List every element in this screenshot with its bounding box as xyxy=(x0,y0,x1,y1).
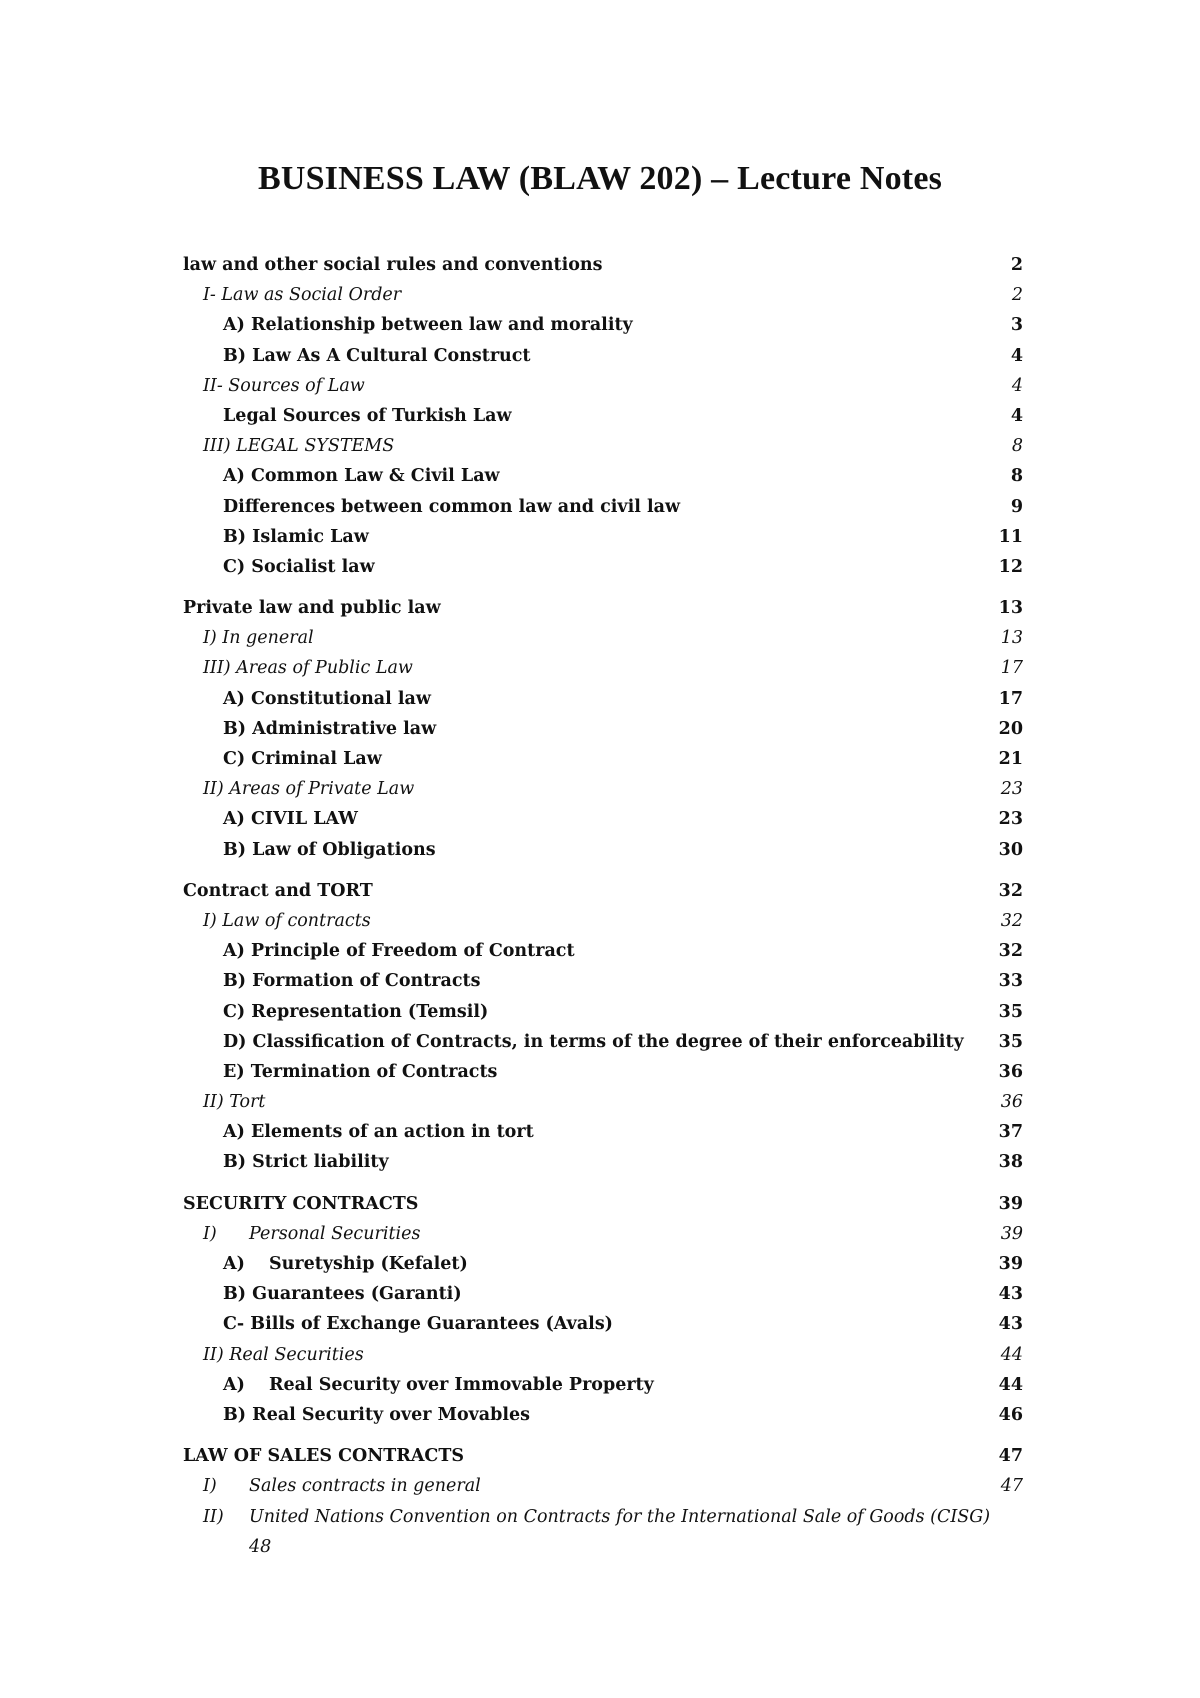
toc-entry-label: I) In general xyxy=(203,628,314,649)
toc-section xyxy=(183,250,1023,582)
toc-entry-label: E) Termination of Contracts xyxy=(223,1061,498,1082)
toc-entry-label xyxy=(223,1370,654,1400)
toc-entry[interactable] xyxy=(183,371,1023,401)
toc-heading-label: law and other social rules and conventions xyxy=(183,255,603,275)
toc-entry[interactable] xyxy=(183,906,1023,936)
toc-page-number: 23 xyxy=(998,809,1023,830)
toc-entry-marker: A) xyxy=(223,1374,245,1395)
toc-entry-label: B) Law As A Cultural Construct xyxy=(223,345,531,366)
toc-page-number: 8 xyxy=(1011,436,1023,457)
toc-entry[interactable] xyxy=(183,522,1023,552)
toc-entry[interactable] xyxy=(183,1471,1023,1501)
toc-entry-label: II) Tort xyxy=(203,1092,266,1113)
toc-heading-label: Contract and TORT xyxy=(183,880,373,901)
toc-entry[interactable] xyxy=(183,1117,1023,1147)
toc-entry-label: III) Areas of Public Law xyxy=(203,658,413,679)
toc-page-number: 11 xyxy=(998,526,1023,547)
document-title: BUSINESS LAW (BLAW 202) – Lecture Notes xyxy=(257,160,943,197)
toc-entry-marker: A) xyxy=(223,1254,245,1274)
toc-entry-label: B) Real Security over Movables xyxy=(223,1404,530,1425)
toc-entry[interactable] xyxy=(183,653,1023,683)
toc-page-number: 32 xyxy=(1000,910,1023,931)
toc-entry-text: Real Security over Immovable Property xyxy=(269,1374,654,1395)
toc-section xyxy=(183,593,1023,865)
toc-entry-label: A) Common Law & Civil Law xyxy=(223,466,500,487)
toc-entry[interactable] xyxy=(183,1370,1023,1400)
toc-page-number: 35 xyxy=(998,1001,1023,1022)
toc-page-number: 36 xyxy=(1000,1092,1023,1113)
toc-entry-label: A) Elements of an action in tort xyxy=(223,1122,534,1143)
toc-page-number: 37 xyxy=(998,1122,1023,1143)
toc-page-number: 48 xyxy=(249,1536,272,1557)
toc-entry-label: A) Relationship between law and morality xyxy=(223,315,633,336)
toc-entry[interactable] xyxy=(183,1309,1023,1339)
toc-entry-label xyxy=(183,1502,1023,1532)
toc-page-number: 21 xyxy=(998,749,1023,769)
toc-heading-label: LAW OF SALES CONTRACTS xyxy=(183,1446,465,1467)
toc-entry-label xyxy=(203,1219,420,1249)
toc-page-number: 4 xyxy=(1011,375,1023,396)
toc-entry-label: II- Sources of Law xyxy=(203,375,365,396)
toc-page-number: 23 xyxy=(1000,779,1023,800)
toc-page-number: 44 xyxy=(998,1374,1023,1395)
toc-entry-label xyxy=(223,1249,468,1279)
toc-entry[interactable] xyxy=(183,744,1023,774)
toc-entry[interactable] xyxy=(183,310,1023,340)
toc-entry[interactable] xyxy=(183,341,1023,371)
toc-entry-text: Suretyship (Kefalet) xyxy=(269,1254,468,1274)
toc-entry-label: C) Criminal Law xyxy=(223,749,382,769)
toc-entry-label: B) Law of Obligations xyxy=(223,839,436,860)
toc-entry-label: C- Bills of Exchange Guarantees (Avals) xyxy=(223,1314,613,1335)
toc-entry-label: I) Law of contracts xyxy=(203,910,371,931)
toc-entry-label xyxy=(203,1471,481,1501)
toc-page-number: 30 xyxy=(998,839,1023,860)
toc-entry[interactable] xyxy=(183,623,1023,653)
toc-heading[interactable] xyxy=(183,876,1023,906)
toc-entry-label: B) Islamic Law xyxy=(223,526,369,547)
toc-entry-label: Legal Sources of Turkish Law xyxy=(223,405,512,426)
toc-page-number: 9 xyxy=(1010,496,1023,517)
toc-entry[interactable] xyxy=(183,997,1023,1027)
toc-entry[interactable] xyxy=(183,835,1023,865)
toc-entry-label: B) Administrative law xyxy=(223,718,437,739)
toc-entry-label: D) Classification of Contracts, in terms of the degree of their enforceability xyxy=(223,1031,964,1052)
toc-entry-label: Differences between common law and civil law xyxy=(223,496,681,517)
toc-section xyxy=(183,1441,1023,1561)
toc-entry[interactable] xyxy=(183,1057,1023,1087)
toc-entry[interactable] xyxy=(183,1027,1023,1057)
toc-entry-marker: II) xyxy=(203,1506,224,1527)
table-of-contents xyxy=(183,250,1023,1573)
toc-entry[interactable] xyxy=(183,461,1023,491)
toc-entry[interactable] xyxy=(183,966,1023,996)
toc-entry-label: II) Real Securities xyxy=(203,1344,364,1365)
toc-entry[interactable] xyxy=(183,1087,1023,1117)
toc-entry[interactable] xyxy=(183,1279,1023,1309)
toc-page-number: 32 xyxy=(998,880,1023,901)
toc-page-number: 39 xyxy=(1000,1223,1023,1244)
toc-page-number: 4 xyxy=(1010,405,1023,426)
toc-page-number: 38 xyxy=(998,1152,1023,1173)
toc-entry-marker: I) xyxy=(203,1476,217,1497)
toc-page-number: 20 xyxy=(998,718,1023,739)
toc-page-number: 36 xyxy=(998,1061,1023,1082)
toc-entry[interactable] xyxy=(183,1219,1023,1249)
toc-page-number: 47 xyxy=(998,1446,1023,1467)
toc-entry[interactable] xyxy=(183,714,1023,744)
toc-entry[interactable] xyxy=(183,1340,1023,1370)
toc-entry[interactable] xyxy=(183,492,1023,522)
toc-page-number: 43 xyxy=(998,1314,1023,1335)
toc-page-number: 47 xyxy=(1000,1476,1023,1497)
toc-entry-label: A) CIVIL LAW xyxy=(223,809,358,830)
toc-entry[interactable] xyxy=(183,280,1023,310)
toc-entry-label: I- Law as Social Order xyxy=(203,285,402,306)
toc-entry[interactable] xyxy=(183,1249,1023,1279)
toc-entry-label: B) Strict liability xyxy=(223,1152,389,1173)
toc-page-number: 43 xyxy=(998,1284,1023,1305)
toc-heading[interactable] xyxy=(183,250,1023,280)
toc-heading[interactable] xyxy=(183,1441,1023,1471)
toc-page-number: 46 xyxy=(998,1404,1023,1425)
toc-page-number: 12 xyxy=(998,556,1023,577)
toc-heading[interactable] xyxy=(183,593,1023,623)
toc-entry[interactable] xyxy=(183,684,1023,714)
toc-entry-label: C) Representation (Temsil) xyxy=(223,1001,489,1022)
toc-entry-label: III) LEGAL SYSTEMS xyxy=(203,436,395,457)
toc-entry[interactable] xyxy=(183,1502,1023,1562)
toc-page-number: 17 xyxy=(1000,658,1023,679)
toc-page-number: 4 xyxy=(1010,345,1023,366)
toc-heading-label: SECURITY CONTRACTS xyxy=(183,1193,419,1214)
toc-page-number: 35 xyxy=(998,1031,1023,1052)
toc-entry-label: A) Principle of Freedom of Contract xyxy=(223,941,575,962)
toc-entry[interactable] xyxy=(183,774,1023,804)
toc-section xyxy=(183,876,1023,1178)
toc-entry-label: C) Socialist law xyxy=(223,556,375,577)
toc-page-number: 39 xyxy=(998,1193,1023,1214)
toc-page-number: 8 xyxy=(1010,466,1023,487)
toc-entry[interactable] xyxy=(183,552,1023,582)
toc-entry-label: B) Guarantees (Garanti) xyxy=(223,1284,462,1305)
toc-entry[interactable] xyxy=(183,936,1023,966)
toc-heading-label: Private law and public law xyxy=(183,598,441,619)
toc-page-number: 44 xyxy=(1000,1344,1023,1365)
toc-heading[interactable] xyxy=(183,1189,1023,1219)
toc-entry-marker: I) xyxy=(203,1223,217,1244)
toc-entry-text: United Nations Convention on Contracts for the International Sale of Goods (CISG) xyxy=(249,1506,991,1527)
toc-page-number: 39 xyxy=(998,1254,1023,1274)
toc-entry-label: B) Formation of Contracts xyxy=(223,971,481,992)
toc-entry-text: Sales contracts in general xyxy=(249,1476,481,1497)
toc-page-number: 32 xyxy=(998,941,1023,962)
toc-page-number: 13 xyxy=(998,598,1023,619)
toc-page-number: 2 xyxy=(1010,255,1023,275)
toc-entry[interactable] xyxy=(183,1400,1023,1430)
toc-page-number: 13 xyxy=(1000,628,1023,649)
toc-entry-label: A) Constitutional law xyxy=(223,688,431,709)
toc-entry-text: Personal Securities xyxy=(249,1223,421,1244)
toc-page-number: 17 xyxy=(998,688,1023,709)
toc-section xyxy=(183,1189,1023,1431)
toc-page-number: 33 xyxy=(998,971,1023,992)
toc-entry[interactable] xyxy=(183,1147,1023,1177)
toc-entry[interactable] xyxy=(183,431,1023,461)
toc-entry-label: II) Areas of Private Law xyxy=(203,779,415,800)
toc-entry[interactable] xyxy=(183,804,1023,834)
toc-page-number: 3 xyxy=(1010,315,1023,336)
toc-page-number: 2 xyxy=(1011,285,1023,306)
toc-entry[interactable] xyxy=(183,401,1023,431)
